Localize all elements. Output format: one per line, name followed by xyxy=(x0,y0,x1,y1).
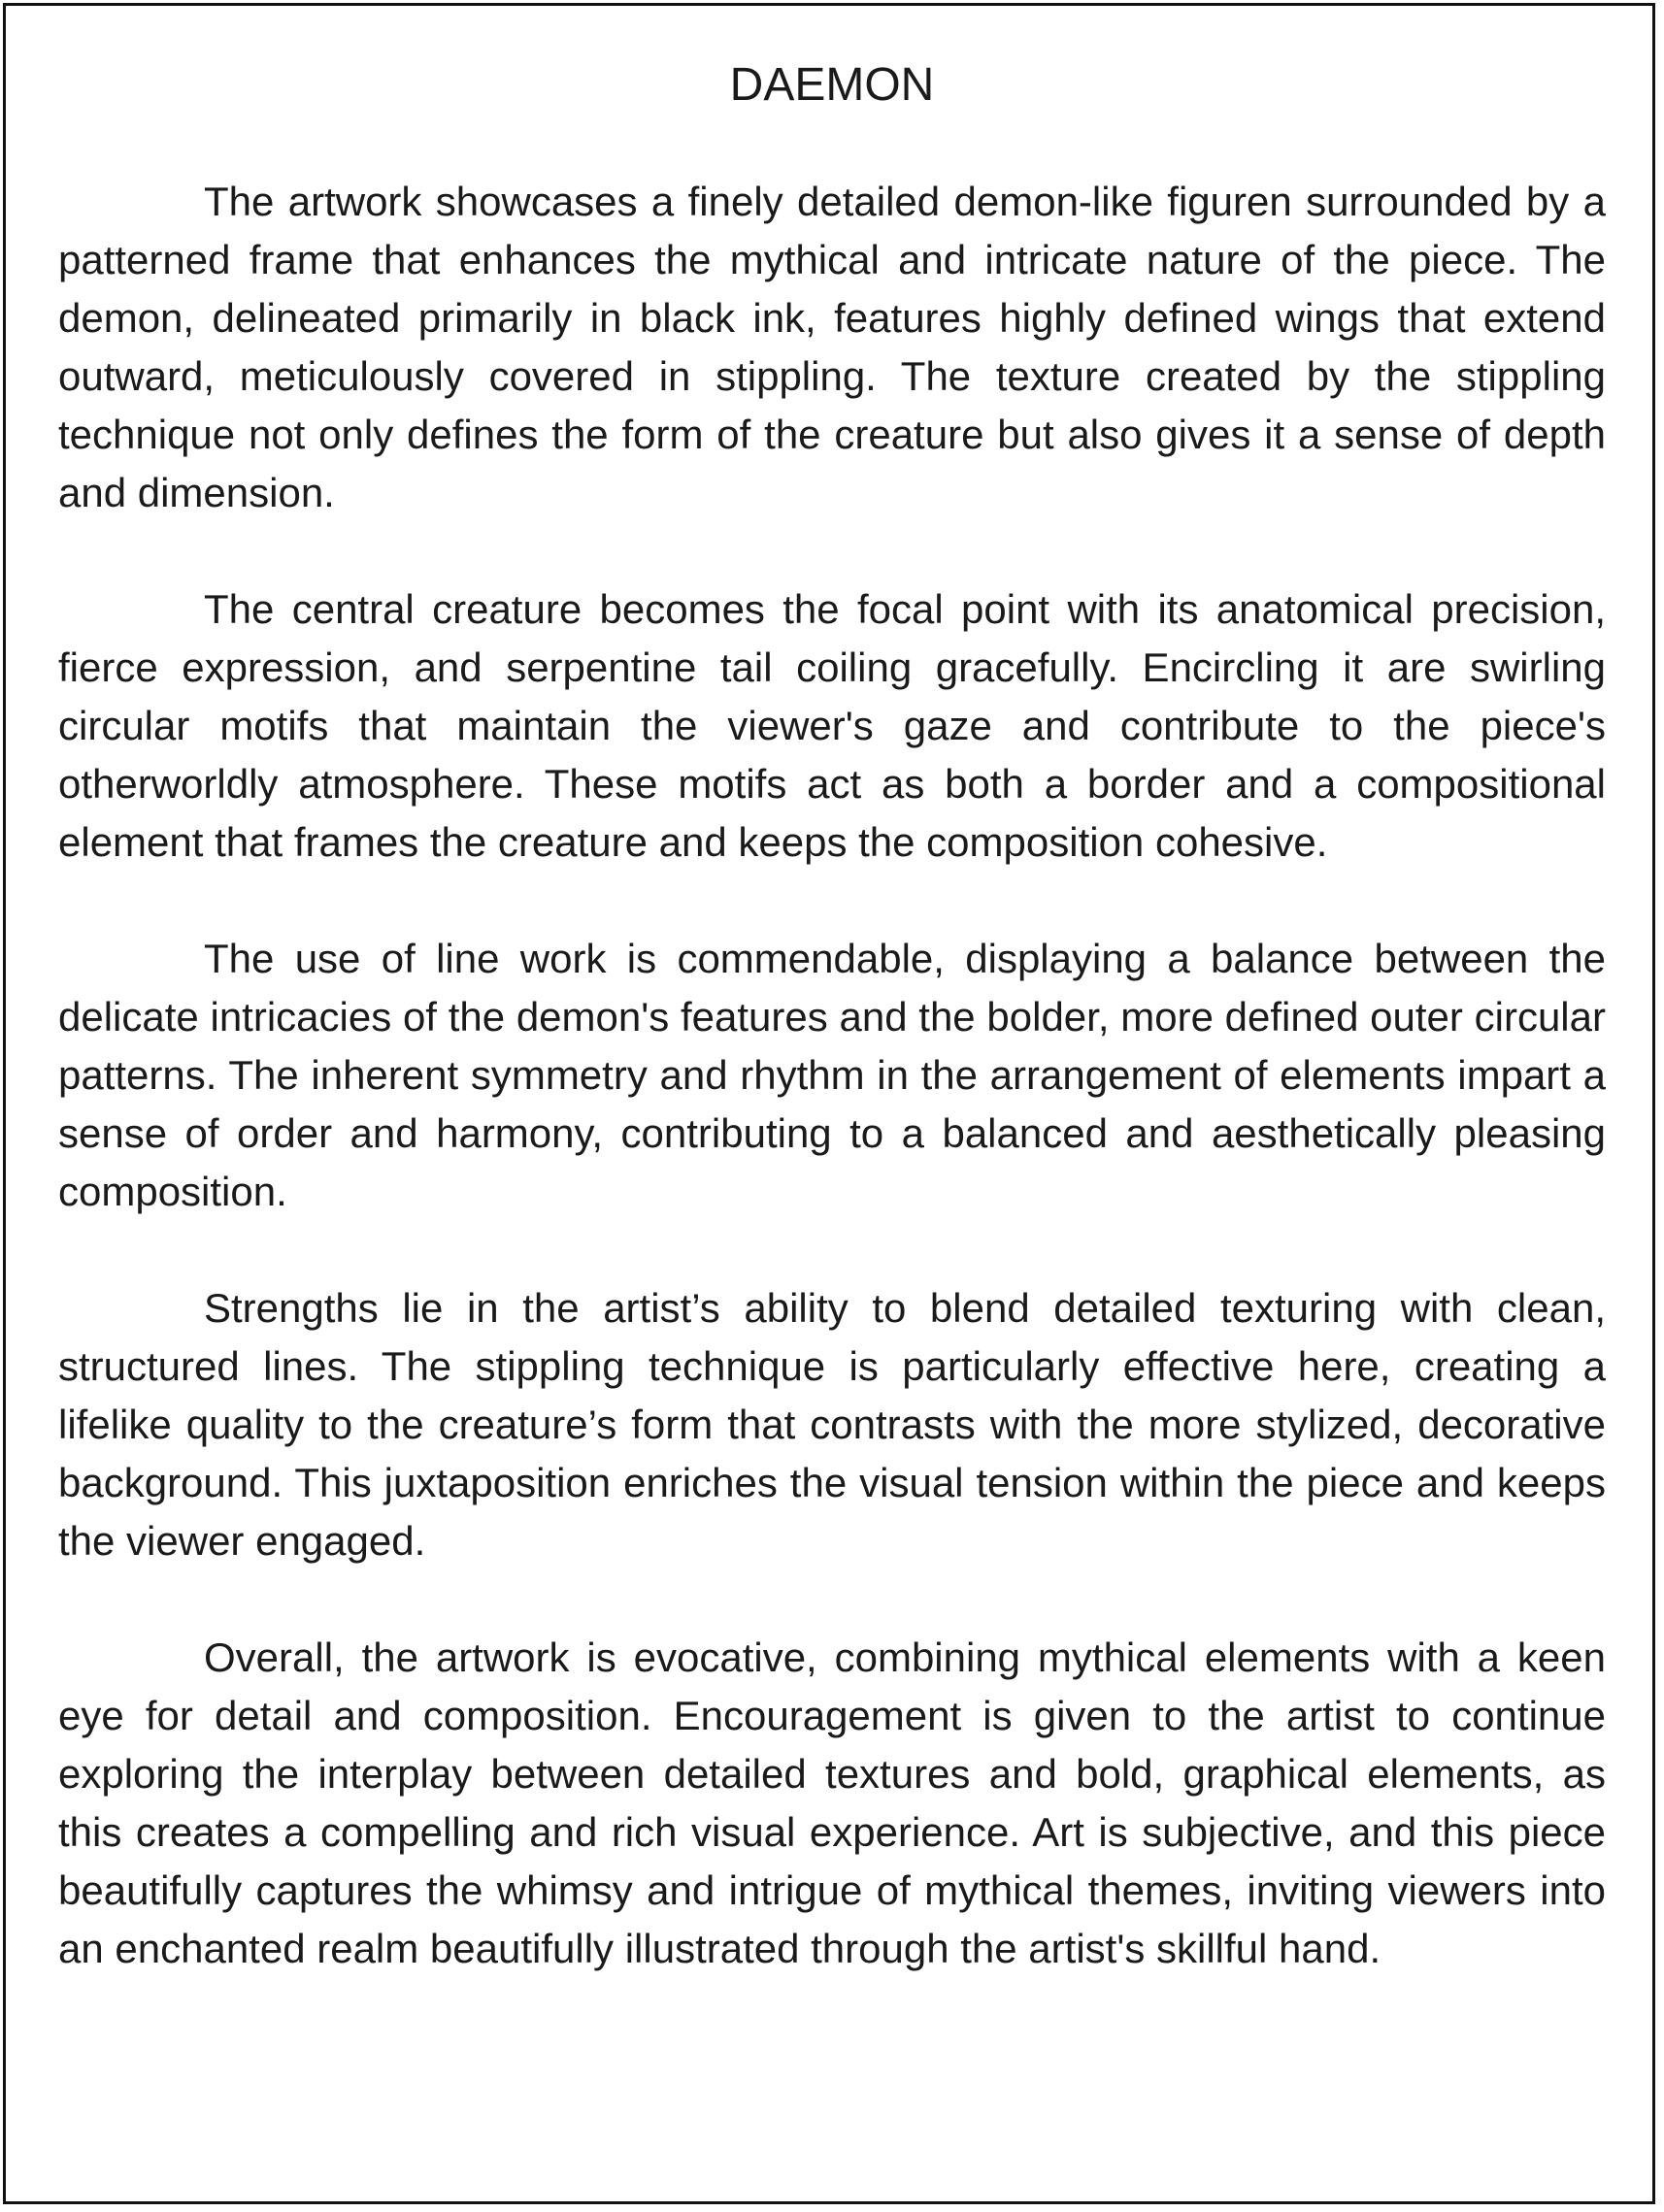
paragraph-3: The use of line work is commendable, displaying a balance between the delicate intricacies of the demon's features and the bolder, more defined outer circular patterns. The inherent symmetry and rhythm in the arrangement of elements impart a sense of order and harmony, contributing to a balanced and aesthetically pleasing composition. xyxy=(58,936,1606,1214)
document-body xyxy=(58,173,1606,1978)
paragraph-1: The artwork showcases a finely detailed demon-like figuren surrounded by a patterned frame that enhances the mythical and intricate nature of the piece. The demon, delineated primarily in black ink, features highly defined wings that extend outward, meticulously covered in stippling. The texture created by the stippling technique not only defines the form of the creature but also gives it a sense of depth and dimension. xyxy=(58,179,1606,515)
page-title: DAEMON xyxy=(729,59,935,111)
paragraph-2: The central creature becomes the focal point with its anatomical precision, fierce expression, and serpentine tail coiling gracefully. Encircling it are swirling circular motifs that maintain the viewer's gaze and contribute to the piece's otherworldly atmosphere. These motifs act as both a border and a compositional element that frames the creature and keeps the composition cohesive. xyxy=(58,586,1606,865)
paragraph-5: Overall, the artwork is evocative, combining mythical elements with a keen eye for detail and composition. Encouragement is given to the artist to continue exploring the interplay between detailed textures and bold, graphical elements, as this creates a compelling and rich visual experience. Art is subjective, and this piece beautifully captures the whimsy and intrigue of mythical themes, inviting viewers into an enchanted realm beautifully illustrated through the artist's skillful hand. xyxy=(58,1634,1606,1971)
paragraph-4: Strengths lie in the artist’s ability to blend detailed texturing with clean, structured lines. The stippling technique is particularly effective here, creating a lifelike quality to the creature’s form that contrasts with the more stylized, decorative background. This juxtaposition enriches the visual tension within the piece and keeps the viewer engaged. xyxy=(58,1285,1606,1564)
